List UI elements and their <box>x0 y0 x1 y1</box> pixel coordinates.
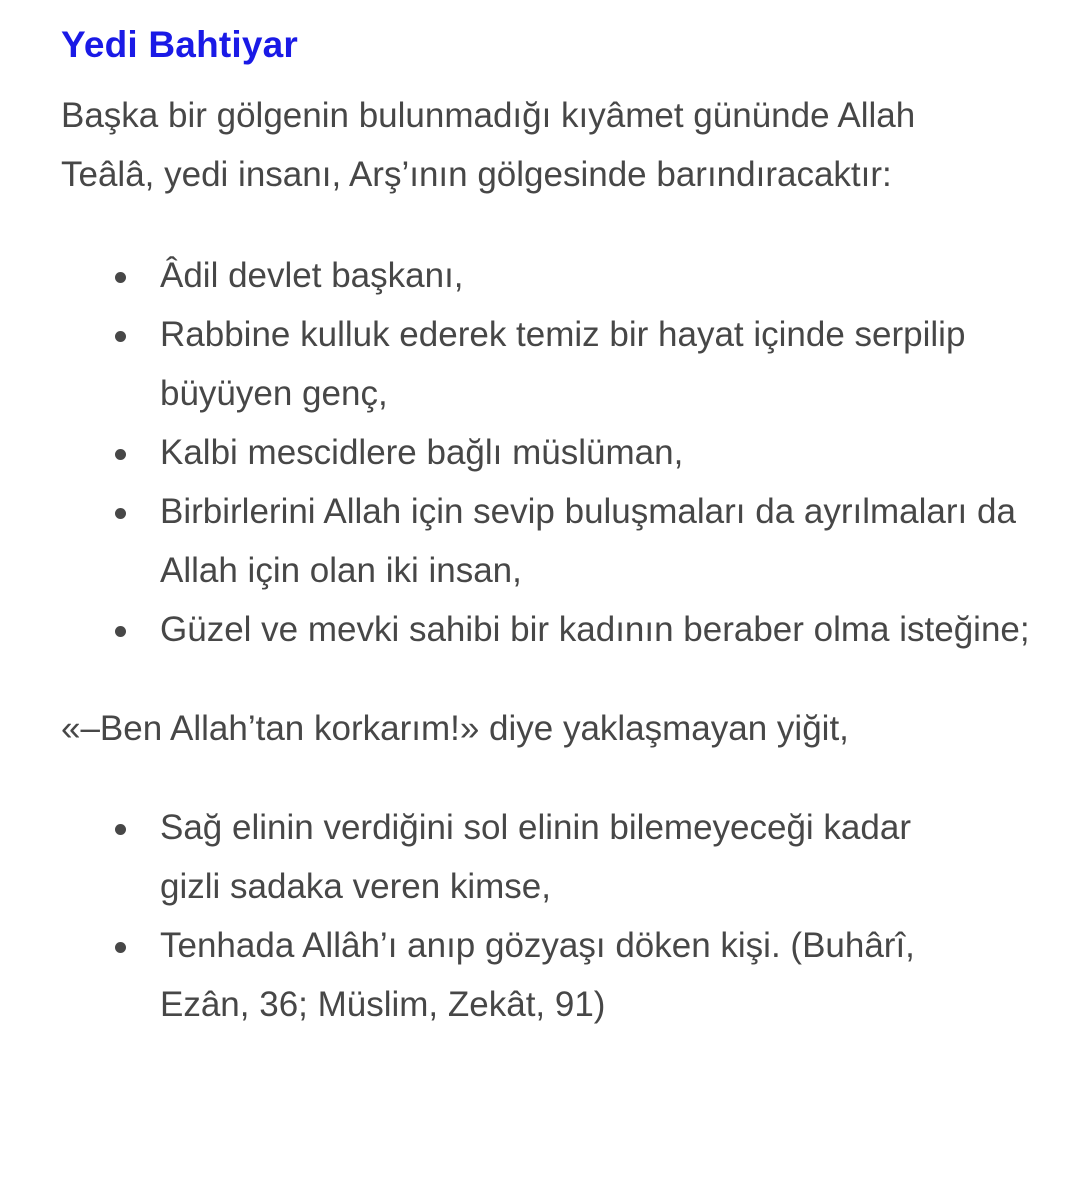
list-item-text: Âdil devlet başkanı, <box>160 256 464 295</box>
list-item-text: Rabbine kulluk ederek temiz bir hayat içinde serpilip büyüyen genç, <box>160 315 966 413</box>
bullet-list-2 <box>61 798 930 1034</box>
article-title: Yedi Bahtiyar <box>61 24 299 65</box>
bullet-icon <box>115 942 126 953</box>
bullet-icon <box>115 331 126 342</box>
list-item-text: Tenhada Allâh’ı anıp gözyaşı döken kişi. (Buhârî, Ezân, 36; Müslim, Zekât, 91) <box>160 926 915 1024</box>
bullet-icon <box>115 824 126 835</box>
article <box>61 20 1051 1034</box>
bullet-icon <box>115 449 126 460</box>
list-item-text: Güzel ve mevki sahibi bir kadının beraber olma isteğine; <box>160 610 1030 649</box>
list-item-text: Birbirlerini Allah için sevip buluşmaları da ayrılmaları da Allah için olan iki insan, <box>160 492 1016 590</box>
list-item-text: Sağ elinin verdiğini sol elinin bilemeyeceği kadar gizli sadaka veren kimse, <box>160 808 911 906</box>
list-item <box>160 600 1060 659</box>
list-item <box>160 423 1060 482</box>
list-item <box>160 482 1060 600</box>
list-item <box>160 916 930 1034</box>
list-item-text: Kalbi mescidlere bağlı müslüman, <box>160 433 684 472</box>
intro-paragraph: Başka bir gölgenin bulunmadığı kıyâmet gününde Allah Teâlâ, yedi insanı, Arş’ının gölgesinde barındıracaktır: <box>61 96 916 194</box>
bullet-icon <box>115 272 126 283</box>
list-item <box>160 305 1060 423</box>
bullet-icon <box>115 626 126 637</box>
bullet-icon <box>115 508 126 519</box>
list-item <box>160 798 930 916</box>
list-item <box>160 246 1060 305</box>
bullet-list-1 <box>61 246 1060 659</box>
quote-paragraph: «–Ben Allah’tan korkarım!» diye yaklaşmayan yiğit, <box>61 709 849 748</box>
